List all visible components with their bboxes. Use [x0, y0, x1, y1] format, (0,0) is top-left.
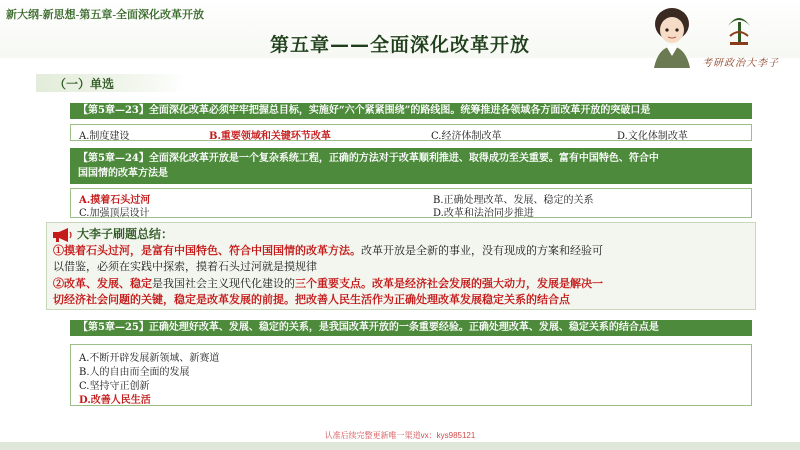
question-24-stem — [70, 148, 752, 184]
avatar-face — [660, 17, 684, 43]
q24-option-c: C.加强顶层设计 — [79, 208, 150, 219]
question-23-stem: 【第5章—23】全面深化改革必须牢牢把握总目标，实施好“六个紧紧围绕”的路线图。统筹推进各领域各方面改革开放的突破口是 — [70, 103, 752, 119]
bottom-bar — [0, 442, 800, 450]
q23-option-d: D.文化体制改革 — [617, 131, 688, 142]
summary-line-4: 切经济社会问题的关键，稳定是改革发展的前提。把改善人民生活作为正确处理改革发展稳定关系的结合点 — [53, 293, 570, 306]
megaphone-icon — [51, 227, 73, 243]
q25-option-b: B.人的自由而全面的发展 — [79, 367, 190, 378]
q23-option-b: B.重要领域和关键环节改革 — [209, 131, 331, 142]
summary-line-1: ①摸着石头过河，是富有中国特色、符合中国国情的改革方法。改革开放是全新的事业，没有现成的方案和经验可 — [53, 244, 603, 257]
q24-option-a: A.摸着石头过河 — [79, 195, 151, 206]
question-24-options — [70, 188, 752, 218]
section-heading — [36, 74, 186, 92]
q23-option-c: C.经济体制改革 — [431, 131, 502, 142]
question-23-options — [70, 124, 752, 141]
tree-icon — [728, 18, 750, 45]
page-title: 第五章——全面深化改革开放 — [269, 34, 530, 56]
brand-text: 考研政治大李子 — [702, 58, 779, 69]
q25-option-a: A.不断开辟发展新领域、新赛道 — [79, 353, 220, 364]
q23-option-a: A.制度建设 — [79, 131, 130, 142]
summary-line-2: 以借鉴，必须在实践中探索，摸着石头过河就是摸规律 — [53, 260, 317, 273]
footer-note: 认准后续完整更新唯一渠道vx：kys985121 — [324, 431, 476, 440]
q24-stem-line1: 【第5章—24】全面深化改革开放是一个复杂系统工程，正确的方法对于改革顺利推进、取得成功至关重要。富有中国特色、符合中 — [78, 153, 659, 164]
q25-option-c: C.坚持守正创新 — [79, 381, 150, 392]
question-25-stem: 【第5章—25】正确处理好改革、发展、稳定的关系，是我国改革开放的一条重要经验。正确处理改革、发展、稳定关系的结合点是 — [70, 320, 752, 336]
q24-option-d: D.改革和法治同步推进 — [433, 208, 534, 219]
course-path: 新大纲-新思想-第五章-全面深化改革开放 — [6, 9, 204, 21]
summary-title: 大李子刷题总结： — [77, 227, 174, 241]
summary-box — [46, 222, 756, 310]
q24-stem-line2: 国国情的改革方法是 — [78, 168, 168, 179]
q24-option-b: B.正确处理改革、发展、稳定的关系 — [433, 195, 594, 206]
summary-line-3: ②改革、发展、稳定是我国社会主义现代化建设的三个重要支点。改革是经济社会发展的强大动力，发展是解决一 — [53, 277, 603, 290]
q25-option-d: D.改善人民生活 — [79, 395, 151, 406]
question-25-options — [70, 344, 752, 406]
section-label: （一）单选 — [54, 77, 115, 91]
